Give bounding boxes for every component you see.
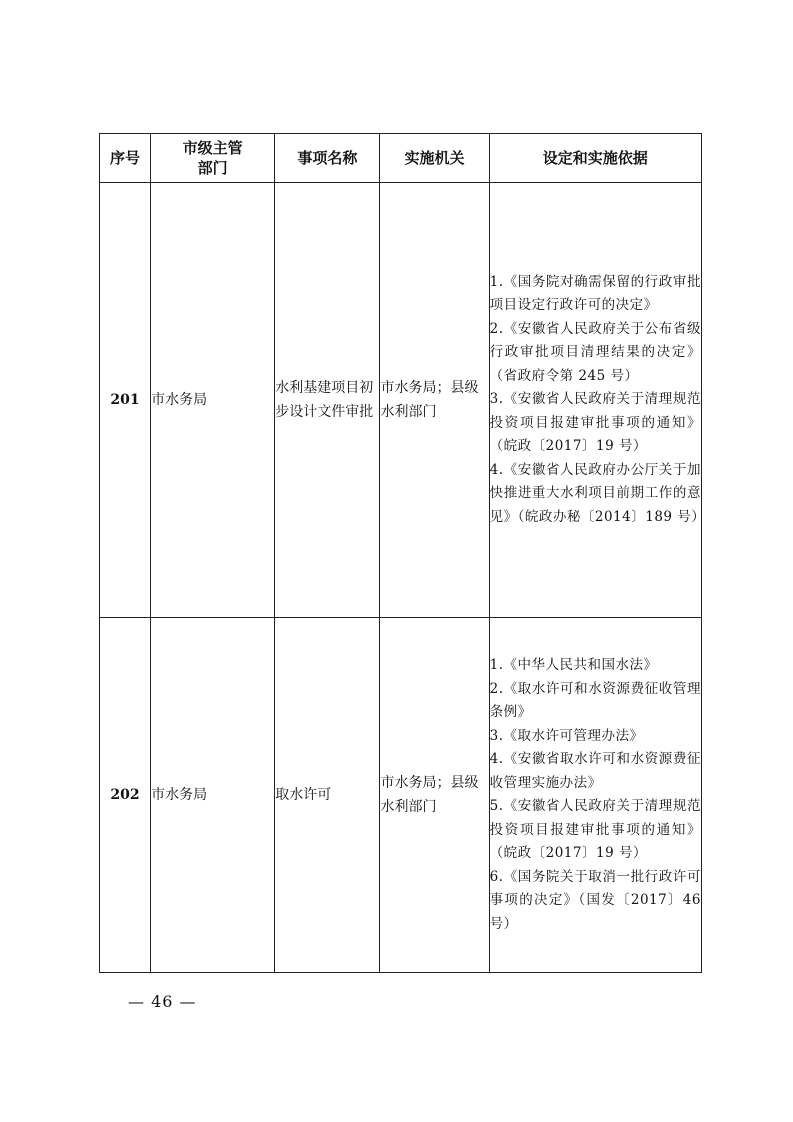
- row-item-name: 取水许可: [275, 618, 380, 973]
- row-implementing-org: 市水务局；县级水利部门: [380, 183, 489, 618]
- row-department: 市水务局: [151, 618, 275, 973]
- basis-item: 3.《取水许可管理办法》: [489, 727, 644, 744]
- row-legal-basis: [489, 183, 706, 618]
- basis-item: 3.《安徽省人民政府关于清理规范投资项目报建审批事项的通知》（皖政〔2017〕19 号）: [489, 391, 701, 455]
- basis-item: 4.《安徽省取水许可和水资源费征收管理实施办法》: [489, 751, 701, 791]
- basis-item: 1.《中华人民共和国水法》: [489, 657, 658, 673]
- basis-item: 5.《安徽省人民政府关于清理规范投资项目报建审批事项的通知》（皖政〔2017〕19 号）: [489, 798, 701, 861]
- matters-table: [99, 133, 706, 973]
- basis-item: 2.《取水许可和水资源费征收管理条例》: [489, 680, 701, 720]
- header-department: [151, 134, 275, 183]
- basis-item: 2.《安徽省人民政府关于公布省级行政审批项目清理结果的决定》（省政府令第 245 号）: [489, 320, 701, 384]
- row-department: 市水务局: [151, 183, 275, 618]
- header-legal-basis: 设定和实施依据: [489, 134, 701, 183]
- row-legal-basis: [489, 618, 701, 973]
- basis-list: [489, 271, 706, 530]
- basis-list: [490, 654, 701, 936]
- header-department-line1: 市级主管: [182, 139, 243, 157]
- page-number: — 46 —: [128, 992, 197, 1011]
- basis-item: 4.《安徽省人民政府办公厅关于加快推进重大水利项目前期工作的意见》（皖政办秘〔2014〕189 号）: [489, 461, 706, 525]
- basis-item: 1.《国务院对确需保留的行政审批项目设定行政许可的决定》: [489, 273, 701, 314]
- header-serial-no: 序号: [100, 134, 151, 183]
- row-serial-no: 202: [100, 618, 151, 973]
- table-row: [100, 183, 702, 618]
- row-serial-no: 201: [100, 183, 151, 618]
- table-row: [100, 618, 702, 973]
- header-department-line2: 部门: [197, 159, 228, 177]
- table-header-row: [100, 134, 702, 183]
- basis-item: 6.《国务院关于取消一批行政许可事项的决定》（国发〔2017〕46 号）: [489, 868, 701, 932]
- row-item-name: 水利基建项目初步设计文件审批: [275, 183, 380, 618]
- header-implementing-org: 实施机关: [380, 134, 489, 183]
- row-implementing-org: 市水务局；县级水利部门: [380, 618, 489, 973]
- header-item-name: 事项名称: [275, 134, 380, 183]
